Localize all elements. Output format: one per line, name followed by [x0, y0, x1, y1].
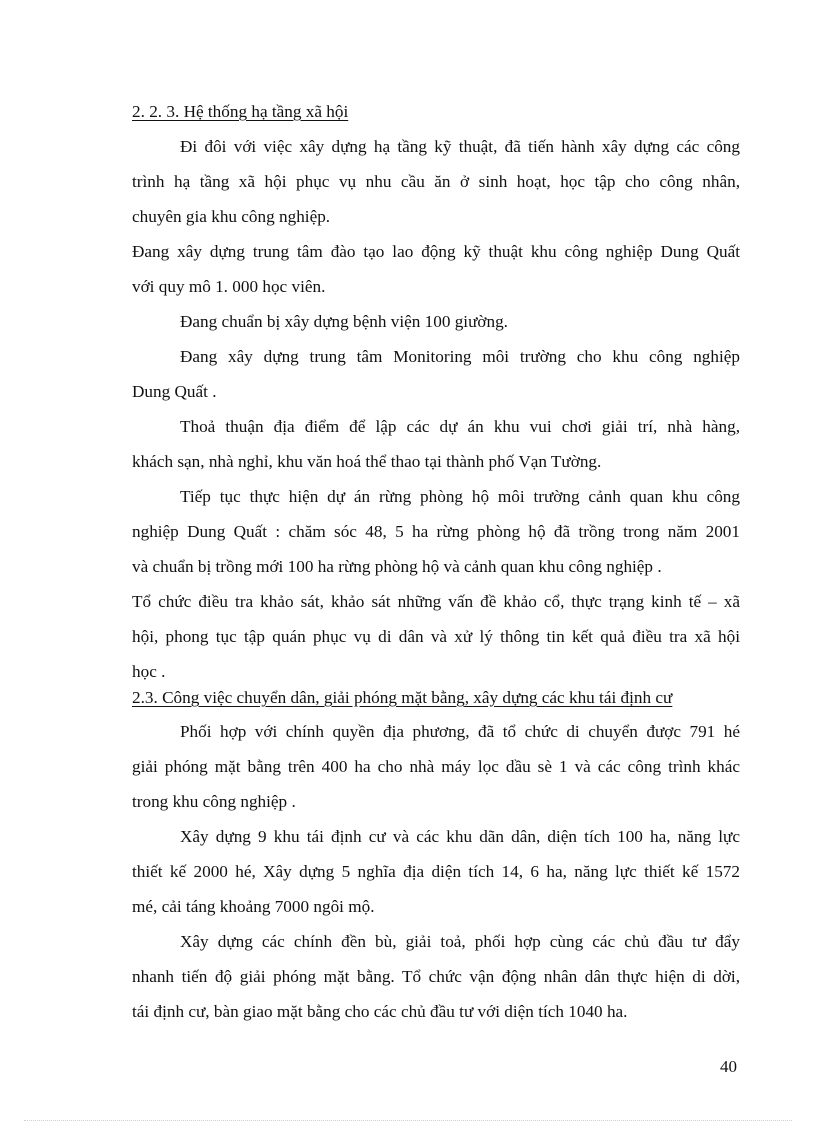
paragraph-line: khách sạn, nhà nghỉ, khu văn hoá thể thao tại thành phố Vạn Tường. [132, 452, 602, 471]
paragraph-line: Xây dựng các chính đền bù, giải toả, phối hợp cùng các chủ đầu tư đẩy [180, 932, 740, 951]
paragraph-line: Tiếp tục thực hiện dự án rừng phòng hộ môi trường cảnh quan khu công [180, 487, 740, 506]
paragraph-line: Phối hợp với chính quyền địa phương, đã tổ chức di chuyển được 791 hé [180, 722, 740, 741]
paragraph-line: mé, cải táng khoảng 7000 ngôi mộ. [132, 897, 375, 916]
paragraph-line: giải phóng mặt bằng trên 400 ha cho nhà máy lọc dầu sè 1 và các công trình khác [132, 757, 740, 776]
paragraph-line: nhanh tiến độ giải phóng mặt bằng. Tổ chức vận động nhân dân thực hiện di dời, [132, 967, 740, 986]
paragraph-line: học . [132, 662, 166, 681]
paragraph-line: tái định cư, bàn giao mặt bằng cho các chủ đầu tư với diện tích 1040 ha. [132, 1002, 628, 1021]
paragraph-line: Đang chuẩn bị xây dựng bệnh viện 100 giường. [180, 312, 508, 331]
paragraph-line: với quy mô 1. 000 học viên. [132, 277, 326, 296]
paragraph-line: Dung Quất . [132, 382, 217, 401]
paragraph-line: và chuẩn bị trồng mới 100 ha rừng phòng hộ và cảnh quan khu công nghiệp . [132, 557, 662, 576]
paragraph-line: Xây dựng 9 khu tái định cư và các khu dãn dân, diện tích 100 ha, năng lực [180, 827, 740, 846]
paragraph-line: thiết kế 2000 hé, Xây dựng 5 nghĩa địa diện tích 14, 6 ha, năng lực thiết kế 1572 [132, 862, 740, 881]
page-bottom-border [24, 1120, 792, 1121]
paragraph-line: chuyên gia khu công nghiệp. [132, 207, 331, 226]
section-heading-2-3: 2.3. Công việc chuyển dân, giải phóng mặt bằng, xây dựng các khu tái định cư [132, 688, 673, 707]
paragraph-line: nghiệp Dung Quất : chăm sóc 48, 5 ha rừng phòng hộ đã trồng trong năm 2001 [132, 522, 740, 541]
section-heading-2-2-3: 2. 2. 3. Hệ thống hạ tầng xã hội [132, 102, 349, 121]
paragraph-line: Đi đôi với việc xây dựng hạ tầng kỹ thuật, đã tiến hành xây dựng các công [180, 137, 740, 156]
paragraph-line: Đang xây dựng trung tâm Monitoring môi trường cho khu công nghiệp [180, 347, 740, 366]
paragraph-line: Đang xây dựng trung tâm đào tạo lao động kỹ thuật khu công nghiệp Dung Quất [132, 242, 740, 261]
paragraph-line: Thoả thuận địa điểm để lập các dự án khu vui chơi giải trí, nhà hàng, [180, 417, 740, 436]
paragraph-line: Tổ chức điều tra khảo sát, khảo sát những vấn đề khảo cổ, thực trạng kinh tế – xã [132, 592, 740, 611]
paragraph-line: trình hạ tầng xã hội phục vụ nhu cầu ăn ở sinh hoạt, học tập cho công nhân, [132, 172, 740, 191]
page-number: 40 [720, 1057, 737, 1076]
paragraph-line: hội, phong tục tập quán phục vụ di dân và xử lý thông tin kết quả điều tra xã hội [132, 627, 740, 646]
paragraph-line: trong khu công nghiệp . [132, 792, 296, 811]
